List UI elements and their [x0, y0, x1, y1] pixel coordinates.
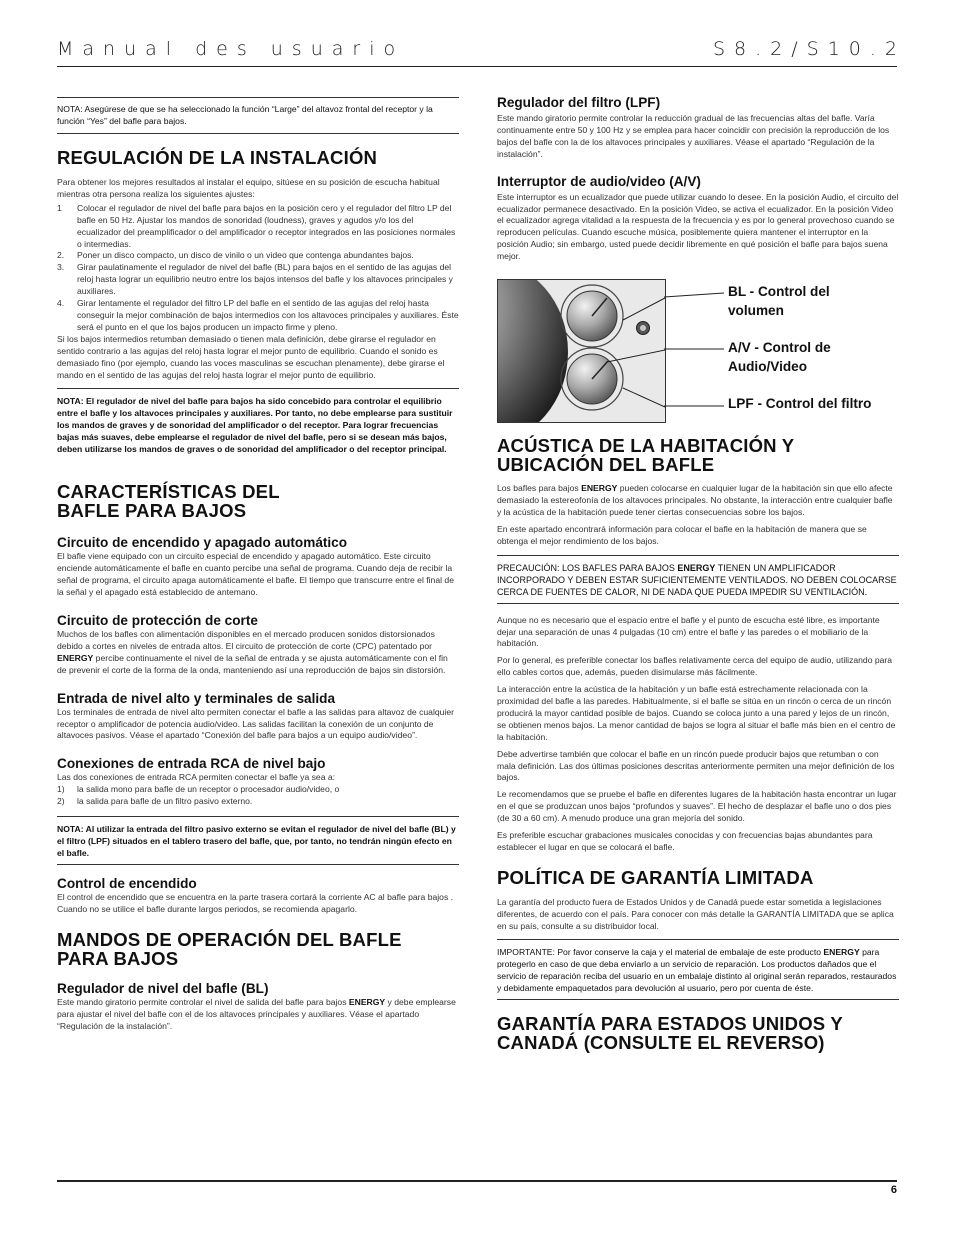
acustica-p7: Le recomendamos que se pruebe el bafle en diferentes lugares de la habitación hasta encontrar un lugar en el que se produzcan unos bajos “profundos y suaves”. El hecho de desplazar el bafle uno o dos pies (de 30 a 60 cm). A menudo produce una gran mejoría del sonido. [497, 789, 897, 824]
right-column [497, 97, 899, 1052]
regulacion-steps [57, 203, 459, 334]
auto-text: El bafle viene equipado con un circuito especial de encendido y apagado automático. Este circuito enciende automáticamente el bafle en cuanto percibe una señal de programa. Cuando deja de recibir la señal de programa, el circuito apaga automáticamente el bafle. El tiempo que transcurre entre el final de la señal y el apagado está establecido de antemano. [57, 551, 454, 598]
heading-garantia-us: GARANTÍA PARA ESTADOS UNIDOS Y CANADÁ (CONSULTE EL REVERSO) [497, 1012, 843, 1053]
lpf-text: Este mando giratorio permite controlar la reducción gradual de las frecuencias altas del bafle. Varía continuamente entre 50 y 100 Hz y se emplea para hacer coincidir con precisión la reproducción de los bajos del bafle con la de los altavoces principales y auxiliares. Véase el apartado “Regulación de la instalación”. [497, 113, 890, 159]
note-filtro: NOTA: Al utilizar la entrada del filtro pasivo externo se evitan el regulador de nivel del bafle (BL) y el filtro (LPF) situados en el tablero trasero del bafle, que, por tanto, no tendrán ningún efecto en el bafle. [57, 816, 459, 865]
list-item: 2. Poner un disco compacto, un disco de vinilo o un video que contenga abundantes bajos. [57, 250, 414, 261]
subheading-rca: Conexiones de entrada RCA de nivel bajo [57, 756, 326, 772]
label-lpf: LPF - Control del filtro [728, 396, 872, 412]
controls-figure [497, 279, 899, 423]
caution-note: PRECAUCIÓN: LOS BAFLES PARA BAJOS ENERGY TIENEN UN AMPLIFICADOR INCORPORADO Y DEBEN ESTAR SUFICIENTEMENTE VENTILADOS. NO DEBEN COLOCARSE CERCA DE FUENTES DE CALOR, NI DE NADA QUE PUEDA IMPEDIR SU VENTILACIÓN. [497, 555, 899, 604]
regulacion-intro: Para obtener los mejores resultados al instalar el equipo, sitúese en su posición de escucha habitual mientras otra persona realiza los siguientes ajustes: [57, 177, 440, 199]
brand-name: ENERGY [57, 652, 94, 663]
acustica-p1: Los bafles para bajos ENERGY pueden colocarse en cualquier lugar de la habitación sin que ello afecte demasiado la estereofonía de los altavoces principales. No obstante, la interacción entre cualquier bafle y la acústica de la habitación puede tener ciertas consecuencias sobre los bajos. [497, 483, 893, 517]
rca-text: Las dos conexiones de entrada RCA permiten conectar el bafle ya sea a: [57, 772, 336, 783]
note-large: NOTA: Asegúrese de que se ha seleccionado la función “Large” del altavoz frontal del receptor y la función “Yes” del bafle para bajos. [57, 97, 459, 134]
list-item: 2) la salida para bafle de un filtro pasivo externo. [57, 796, 253, 807]
acustica-p2: En este apartado encontrará información para colocar el bafle en la habitación de manera que se obtenga el mejor rendimiento de los bajos. [497, 523, 867, 546]
subheading-alto: Entrada de nivel alto y terminales de salida [57, 690, 336, 706]
proteccion-text: Muchos de los bafles con alimentación disponibles en el mercado producen sonidos distorsionados debido a cortes en niveles de entrada altos. El circuito de protección de corte (CPC) patentado por ENERGY percibe continuamente el nivel de la señal de entrada y se ajusta automáticamente con el fin de prevenir el corte de la forma de la onda, manteniendo así una reproducción de bajos sin distorsión. [57, 629, 448, 675]
brand-name: ENERGY [823, 946, 860, 957]
bl-text: Este mando giratorio permite controlar el nivel de salida del bafle para bajos ENERGY y debe emplearse para ajustar el nivel del bafle con el de los altavoces principales y auxiliares. Véase el apartado “Regulación de la instalación”. [57, 996, 456, 1031]
page-header [57, 36, 906, 67]
control-panel-diagram [497, 279, 666, 423]
heading-caracteristicas: CARACTERÍSTICAS DEL BAFLE PARA BAJOS [57, 481, 280, 522]
list-item: 4. Girar lentamente el regulador del filtro LP del bafle en el sentido de las agujas del reloj hasta conseguir la mejor combinación de bajos intermedios con los altavoces principales y auxiliares. Éste será el punto en el que los bajos producen un impacto firme y pleno. [57, 298, 459, 332]
regulacion-after: Si los bajos intermedios retumban demasiado o tienen mala definición, debe girarse el regulador en sentido contrario a las agujas del reloj hasta lograr el mejor punto de equilibrio. Cuando el sonido es demasiado fino (por ejemplo, cuando las voces masculinas se escuchan plenamente), debe girarse el mando en el sentido de las agujas del reloj hasta lograr el mejor punto de equilibrio. [57, 333, 445, 380]
brand-name: ENERGY [348, 996, 386, 1007]
acustica-p8: Es preferible escuchar grabaciones musicales conocidas y con frecuencias bajas abundantes para establecer el lugar en que se colocará el bafle. [497, 830, 873, 852]
callout-lines [664, 279, 728, 423]
acustica-p4: Por lo general, es preferible conectar los bafles relativamente cerca del equipo de audio, utilizando para ello cables cortos que, además, pueden disimularse más fácilmente. [497, 655, 893, 678]
panel-illustration [498, 280, 665, 422]
subheading-auto: Circuito de encendido y apagado automático [57, 535, 348, 551]
list-item: 1) la salida mono para bafle de un receptor o procesador audio/video, o [57, 784, 340, 795]
heading-regulacion: REGULACIÓN DE LA INSTALACIÓN [57, 147, 378, 168]
left-column [57, 97, 459, 1033]
manual-title: Manual des usuario [57, 38, 405, 60]
heading-acustica: ACÚSTICA DE LA HABITACIÓN Y UBICACIÓN DEL BAFLE [497, 435, 795, 476]
av-text: Este interruptor es un ecualizador que puede utilizar cuando lo desee. En la posición Audio, el circuito del ecualizador permanece desactivado. En la posición Video, se activa el ecualizador. En la posición Video el ecualizador agrega vitalidad a la respuesta de la frecuencia y es por lo general provechoso cuando se reproducen películas. Cuando escuche música, posiblemente quiera mantener el interruptor en la posición Audio; sin embargo, usted puede decidir libremente en qué posición el bafle para bajos suena mejor. [497, 191, 899, 262]
important-note: IMPORTANTE: Por favor conserve la caja y el material de embalaje de este producto ENERGY para protegerlo en caso de que deba enviarlo a un servicio de reparación. Los productos dañados que el servicio de reparación reciba del usuario en un embalaje distinto al original serán reparados, restaurados y debidamente empaquetados para devolución al usuario, pero por cuenta de éste. [497, 939, 899, 1000]
subheading-av: Interruptor de audio/video (A/V) [497, 173, 701, 189]
acustica-p6: Debe advertirse también que colocar el bafle en un rincón puede producir bajos que retumban o con mala definición. Las dos últimas posiciones descritas anteriormente permiten una mejor definición de los bajos. [497, 748, 895, 783]
subheading-control: Control de encendido [57, 876, 197, 892]
subheading-lpf: Regulador del filtro (LPF) [497, 95, 661, 110]
label-av: A/V - Control de Audio/Video [728, 340, 831, 375]
page-number: 6 [890, 1184, 897, 1196]
brand-name: ENERGY [581, 483, 618, 494]
subheading-bl: Regulador de nivel del bafle (BL) [57, 980, 269, 996]
subheading-proteccion: Circuito de protección de corte [57, 613, 258, 629]
alto-text: Los terminales de entrada de nivel alto permiten conectar el bafle a las salidas para altavoz de cualquier receptor o amplificador de potencia audio/video. Las salidas facilitan la conexión de un conjunto de altavoces pasivos. Véase el apartado “Conexión del bafle para bajos a un equipo audio/video”. [57, 706, 454, 741]
note-regulador: NOTA: El regulador de nivel del bafle para bajos ha sido concebido para controlar el equilibrio entre el bafle y los altavoces principales y auxiliares. Por tanto, no debe emplearse para sustituir los mandos de graves y de sonoridad del amplificador o del receptor. Para lograr frecuencias bajas más suaves, debe emplearse el regulador de nivel del bafle, pero si se desean más bajos, deben utilizarse los mandos de graves o de sonoridad del amplificador o del receptor principal. [57, 388, 459, 460]
list-item: 3. Girar paulatinamente el regulador de nivel del bafle (BL) para bajos en el sentido de las agujas del reloj hasta lograr un equilibrio neutro entre los bajos intensos del bafle y los altavoces principales y auxiliares. [57, 262, 453, 297]
footer-rule [57, 1180, 897, 1182]
acustica-p3: Aunque no es necesario que el espacio entre el bafle y el punto de escucha esté libre, es importante dejar una separación de unas 4 pulgadas (10 cm) entre el bafle y las paredes o el mobiliario de la habitación. [497, 614, 880, 649]
label-bl: BL - Control del volumen [728, 284, 830, 319]
control-text: El control de encendido que se encuentra en la parte trasera cortará la corriente AC al bafle para bajos . Cuando no se utilice el bafle durante largos periodos, se recomienda apagarlo. [57, 892, 454, 914]
heading-mandos: MANDOS DE OPERACIÓN DEL BAFLE PARA BAJOS [57, 928, 402, 969]
acustica-p5: La interacción entre la acústica de la habitación y un bafle está estrechamente relacionada con la proximidad del bafle a las paredes. Habitualmente, si el bafle se sitúa en un rincón o cerca de un rincón producirá la mayor cantidad posible de bajos. Cuando se coloca junto a una pared y lejos de un rincón, se obtienen menos bajos. La menor cantidad de bajos se logra al situar el bafle más bien en el centro de la habitación. [497, 684, 896, 742]
garantia-text: La garantía del producto fuera de Estados Unidos y de Canadá puede estar sometida a legislaciones diferentes, de acuerdo con el país. Para conocer con más detalle la GARANTÍA LIMITADA que se aplica en su país, consulte a su distribuidor local. [497, 896, 894, 931]
brand-name: ENERGY [677, 562, 716, 573]
heading-garantia: POLÍTICA DE GARANTÍA LIMITADA [497, 866, 814, 888]
list-item: 1 Colocar el regulador de nivel del bafle para bajos en la posición cero y el regulador del filtro LP del bafle en 50 Hz. Ajustar los mandos de sonoridad (loudness), graves y agudos y/o los del ecualizador del preamplificador o del amplificador o receptor integrados en las posiciones normales o intermedias. [57, 202, 456, 249]
model-number: S8.2/S10.2 [712, 38, 906, 60]
